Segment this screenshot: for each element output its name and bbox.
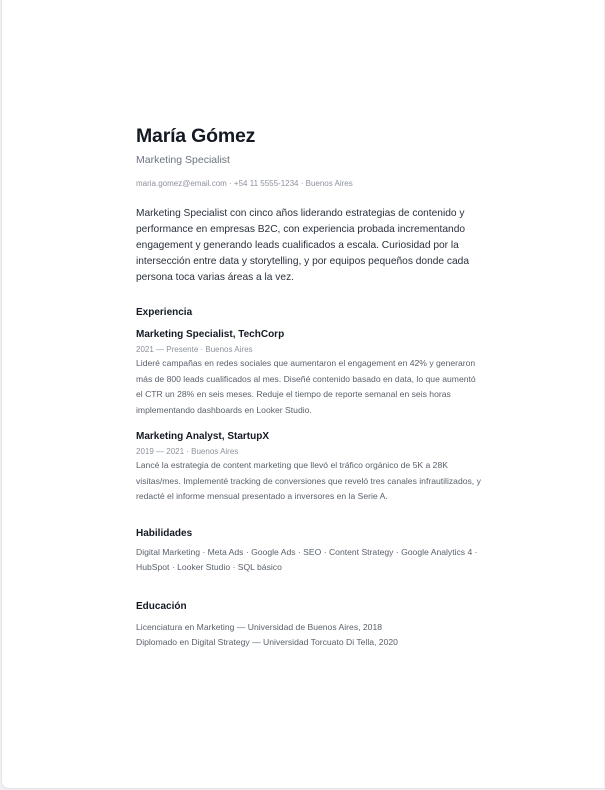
candidate-name: María Gómez bbox=[136, 125, 256, 147]
skills-section bbox=[136, 527, 481, 576]
job-title: Marketing Analyst, StartupX bbox=[136, 431, 269, 442]
job-meta: 2019 — 2021 · Buenos Aires bbox=[136, 447, 239, 456]
education-item: Licenciatura en Marketing — Universidad de Buenos Aires, 2018 bbox=[136, 621, 383, 632]
education-heading: Educación bbox=[136, 600, 187, 612]
skills-heading: Habilidades bbox=[136, 527, 193, 539]
experience-section bbox=[136, 306, 481, 505]
education-section bbox=[136, 600, 481, 651]
candidate-role: Marketing Specialist bbox=[136, 154, 230, 166]
education-item: Diplomado en Digital Strategy — Universidad Torcuato Di Tella, 2020 bbox=[136, 637, 398, 647]
resume-page bbox=[1, 0, 604, 789]
experience-heading: Experiencia bbox=[136, 307, 193, 318]
job-meta: 2021 — Presente · Buenos Aires bbox=[136, 345, 253, 354]
job-title: Marketing Specialist, TechCorp bbox=[136, 329, 285, 340]
job-description: Lideré campañas en redes sociales que aumentaron el engagement en 42% y generaron más de 800 leads cualificados al mes. Diseñé contenido basado en data, lo que aumentó el CTR un 28% en seis meses. Reduje el tiempo de reporte semanal en seis horas implementando dashboards en Looker Studio. bbox=[136, 358, 476, 415]
contact-line: maria.gomez@email.com · +54 11 5555-1234 · Buenos Aires bbox=[136, 179, 353, 188]
skills-list: Digital Marketing · Meta Ads · Google Ads · SEO · Content Strategy · Google Analytics 4 · HubSpot · Looker Studio · SQL básico bbox=[136, 546, 478, 572]
job-entry bbox=[136, 430, 481, 505]
job-entry bbox=[136, 328, 481, 418]
professional-summary: Marketing Specialist con cinco años liderando estrategias de contenido y performance en empresas B2C, con experiencia probada incrementando engagement y generando leads cualificados a escala. Curiosidad por la intersección entre data y storytelling, y por equipos pequeños donde cada persona toca varias áreas a la vez. bbox=[136, 208, 470, 283]
job-description: Lancé la estrategia de content marketing que llevó el tráfico orgánico de 5K a 28K visitas/mes. Implementé tracking de conversiones que reveló tres canales infrautilizados, y redacté el informe mensual presentado a inversores en la Serie A. bbox=[136, 460, 481, 501]
education-list bbox=[136, 620, 481, 651]
resume-content bbox=[136, 124, 481, 651]
